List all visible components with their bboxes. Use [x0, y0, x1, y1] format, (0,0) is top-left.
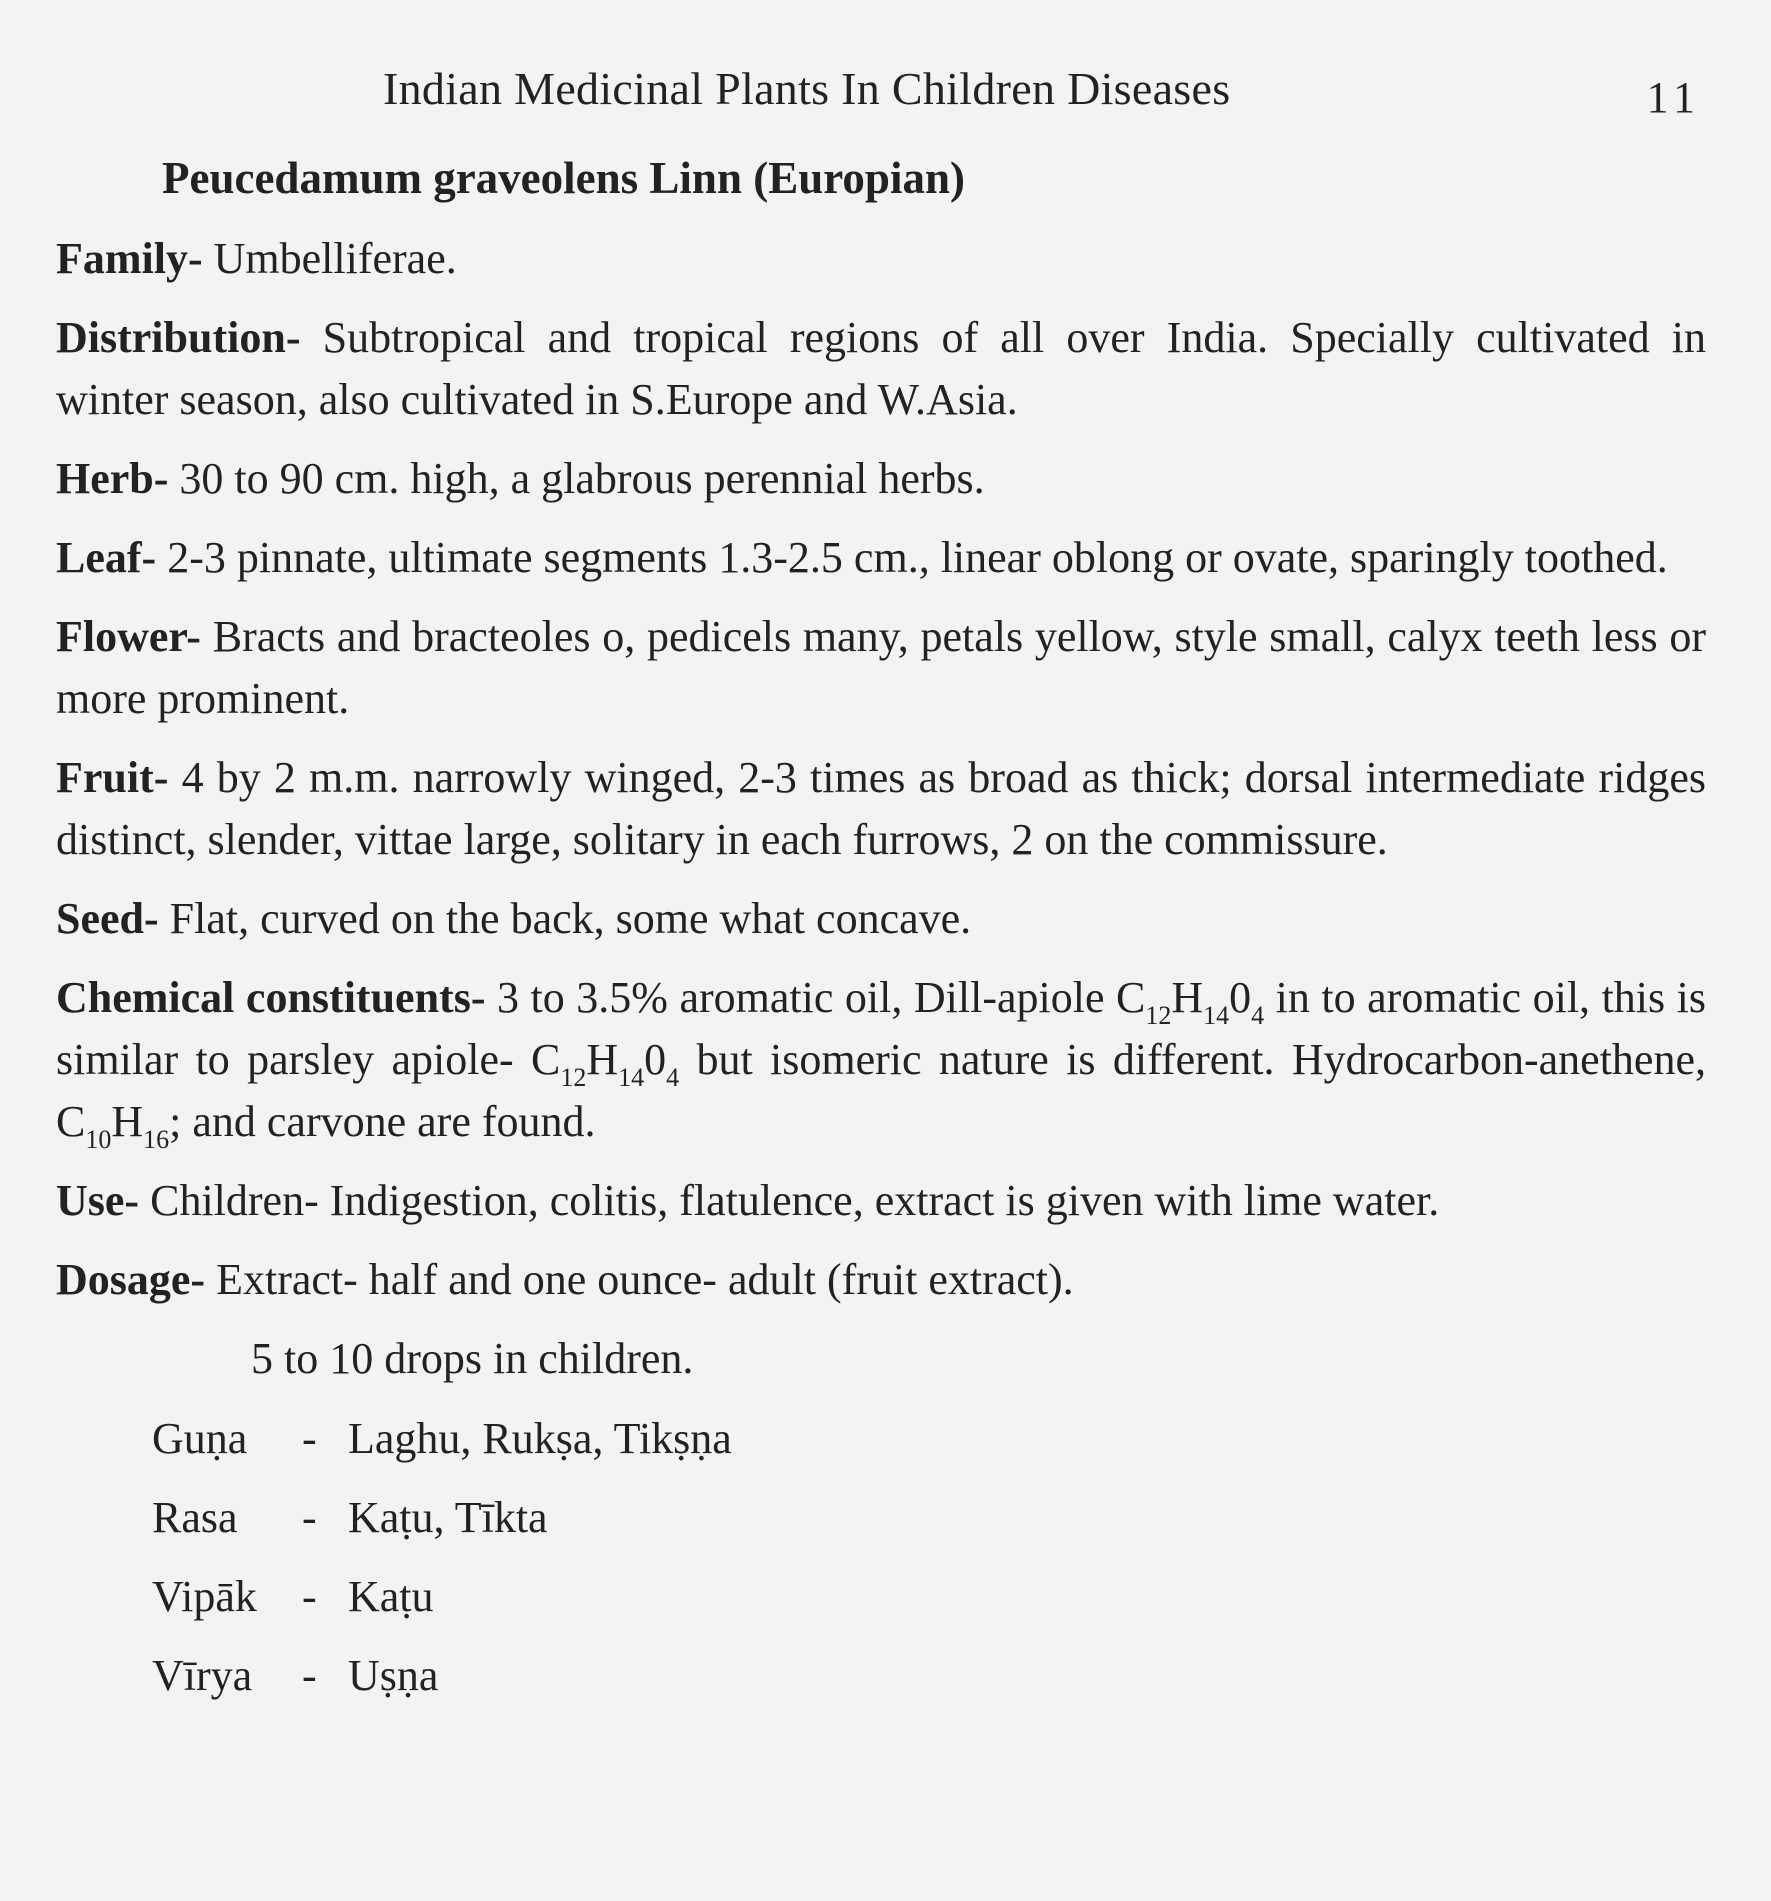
- ayurvedic-properties: [152, 1408, 1706, 1724]
- property-row-rasa: [152, 1487, 1706, 1566]
- running-header: Indian Medicinal Plants In Children Diseases: [383, 63, 1231, 114]
- property-value: Kaṭu: [348, 1572, 434, 1621]
- dosage-paragraph: [56, 1249, 1706, 1311]
- chemical-text-part: H: [1171, 973, 1204, 1022]
- flower-term: Flower-: [56, 612, 201, 661]
- property-value: Uṣṇa: [348, 1651, 439, 1700]
- property-dash: -: [302, 1572, 317, 1621]
- chemical-text-part: but isomeric nature is different. Hydrocarbon-anethene, C: [56, 1035, 1706, 1146]
- chemical-text-part: 3 to 3.5% aromatic oil, Dill-apiole C: [497, 973, 1146, 1022]
- dosage-continuation: 5 to 10 drops in children.: [251, 1334, 694, 1383]
- chemical-text-part: ; and carvone are found.: [169, 1097, 596, 1146]
- herb-text: 30 to 90 cm. high, a glabrous perennial herbs.: [179, 454, 985, 503]
- property-row-virya: [152, 1645, 1706, 1724]
- property-value: Kaṭu, Tīkta: [348, 1493, 548, 1542]
- property-dash: -: [302, 1651, 317, 1700]
- seed-term: Seed-: [56, 894, 159, 943]
- plant-title: Peucedamum graveolens Linn (Europian): [162, 153, 965, 203]
- use-term: Use-: [56, 1176, 140, 1225]
- leaf-term: Leaf-: [56, 533, 157, 582]
- property-label: Rasa: [152, 1493, 238, 1542]
- property-label: Guṇa: [152, 1414, 248, 1463]
- fruit-text: 4 by 2 m.m. narrowly winged, 2-3 times as broad as thick; dorsal intermediate ridges distinct, slender, vittae large, solitary in each furrows, 2 on the commissure.: [56, 753, 1707, 864]
- chemical-text-part: H: [111, 1097, 144, 1146]
- monograph-body: [56, 228, 1706, 1724]
- fruit-paragraph: [56, 747, 1706, 871]
- property-row-vipak: [152, 1566, 1706, 1645]
- fruit-term: Fruit-: [56, 753, 169, 802]
- formula-subscript: 4: [666, 1063, 680, 1092]
- property-label: Vipāk: [152, 1572, 257, 1621]
- property-dash: -: [302, 1414, 317, 1463]
- herb-paragraph: [56, 448, 1706, 510]
- chemical-term: Chemical constituents-: [56, 973, 486, 1022]
- formula-subscript: 10: [85, 1125, 112, 1154]
- family-paragraph: [56, 228, 1706, 290]
- dosage-term: Dosage-: [56, 1255, 206, 1304]
- page-number: 11: [1646, 73, 1701, 122]
- property-value: Laghu, Rukṣa, Tikṣṇa: [348, 1414, 732, 1463]
- property-label: Vīrya: [152, 1651, 253, 1700]
- formula-subscript: 16: [143, 1125, 170, 1154]
- flower-text: Bracts and bracteoles o, pedicels many, petals yellow, style small, calyx teeth less or more prominent.: [56, 612, 1707, 723]
- property-row-guna: [152, 1408, 1706, 1487]
- family-term: Family-: [56, 234, 203, 283]
- formula-subscript: 12: [560, 1063, 587, 1092]
- property-dash: -: [302, 1493, 317, 1542]
- use-text: Children- Indigestion, colitis, flatulence, extract is given with lime water.: [150, 1176, 1440, 1225]
- chemical-paragraph: [56, 967, 1706, 1153]
- chemical-text-part: 0: [1229, 973, 1252, 1022]
- chemical-text-part: in to aromatic oil, this is similar to parsley apiole- C: [56, 973, 1707, 1084]
- herb-term: Herb-: [56, 454, 169, 503]
- formula-subscript: 14: [1203, 1001, 1230, 1030]
- distribution-text: Subtropical and tropical regions of all over India. Specially cultivated in winter season, also cultivated in S.Europe and W.Asia.: [56, 313, 1706, 424]
- use-paragraph: [56, 1170, 1706, 1232]
- distribution-term: Distribution-: [56, 313, 301, 362]
- seed-text: Flat, curved on the back, some what concave.: [169, 894, 972, 943]
- family-text: Umbelliferae.: [213, 234, 457, 283]
- leaf-text: 2-3 pinnate, ultimate segments 1.3-2.5 cm., linear oblong or ovate, sparingly toothed.: [167, 533, 1668, 582]
- chemical-text-part: 0: [644, 1035, 667, 1084]
- flower-paragraph: [56, 606, 1706, 730]
- chemical-text-part: H: [586, 1035, 619, 1084]
- distribution-paragraph: [56, 307, 1706, 431]
- leaf-paragraph: [56, 527, 1706, 589]
- seed-paragraph: [56, 888, 1706, 950]
- formula-subscript: 4: [1251, 1001, 1265, 1030]
- dosage-text: Extract- half and one ounce- adult (fruit extract).: [205, 1255, 1074, 1304]
- formula-subscript: 12: [1145, 1001, 1172, 1030]
- formula-subscript: 14: [618, 1063, 645, 1092]
